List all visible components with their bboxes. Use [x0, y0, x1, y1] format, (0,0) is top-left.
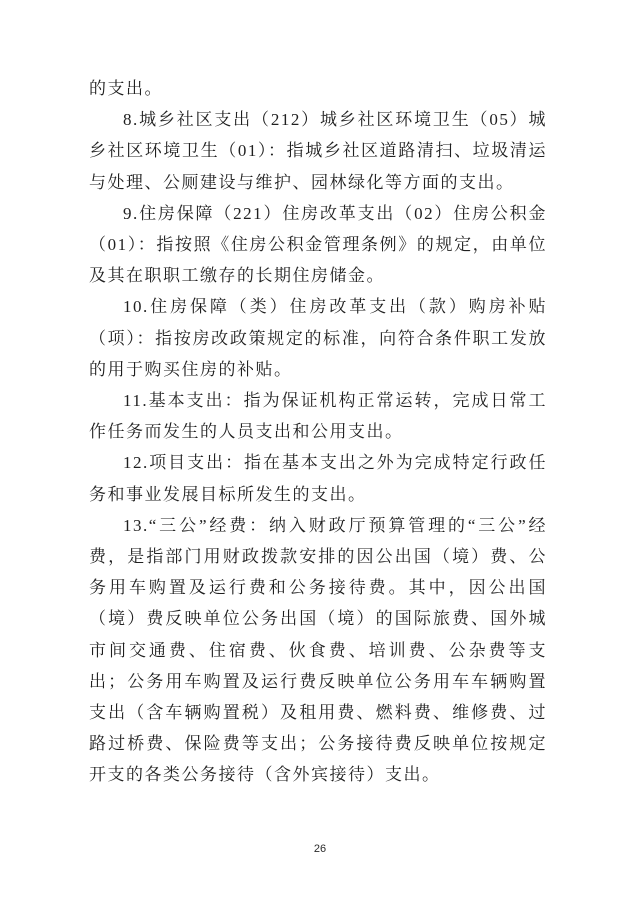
paragraph-item-12: 12.项目支出：指在基本支出之外为完成特定行政任务和事业发展目标所发生的支出。	[89, 453, 547, 504]
paragraph-item-9: 9.住房保障（221）住房改革支出（02）住房公积金（01）：指按照《住房公积金管理条例》的规定，由单位及其在职职工缴存的长期住房储金。	[89, 203, 547, 286]
paragraph-item-13: 13.“三公”经费：纳入财政厅预算管理的“三公”经费，是指部门用财政拨款安排的因公出国（境）费、公务用车购置及运行费和公务接待费。其中，因公出国（境）费反映单位公务出国（境）的国际旅费、国外城市间交通费、住宿费、伙食费、培训费、公杂费等支出；公务用车购置及运行费反映单位公务用车车辆购置支出（含车辆购置税）及租用费、燃料费、维修费、过路过桥费、保险费等支出；公务接待费反映单位按规定开支的各类公务接待（含外宾接待）支出。	[89, 515, 547, 785]
paragraph-continuation: 的支出。	[89, 79, 163, 98]
paragraph-item-11: 11.基本支出：指为保证机构正常运转，完成日常工作任务而发生的人员支出和公用支出。	[89, 391, 547, 442]
page-number: 26	[313, 843, 327, 855]
paragraph-item-10: 10.住房保障（类）住房改革支出（款）购房补贴（项）：指按房改政策规定的标准，向符合条件职工发放的用于购买住房的补贴。	[89, 297, 547, 379]
document-body	[89, 73, 547, 791]
paragraph-item-8: 8.城乡社区支出（212）城乡社区环境卫生（05）城乡社区环境卫生（01）：指城乡社区道路清扫、垃圾清运与处理、公厕建设与维护、园林绿化等方面的支出。	[89, 110, 547, 192]
